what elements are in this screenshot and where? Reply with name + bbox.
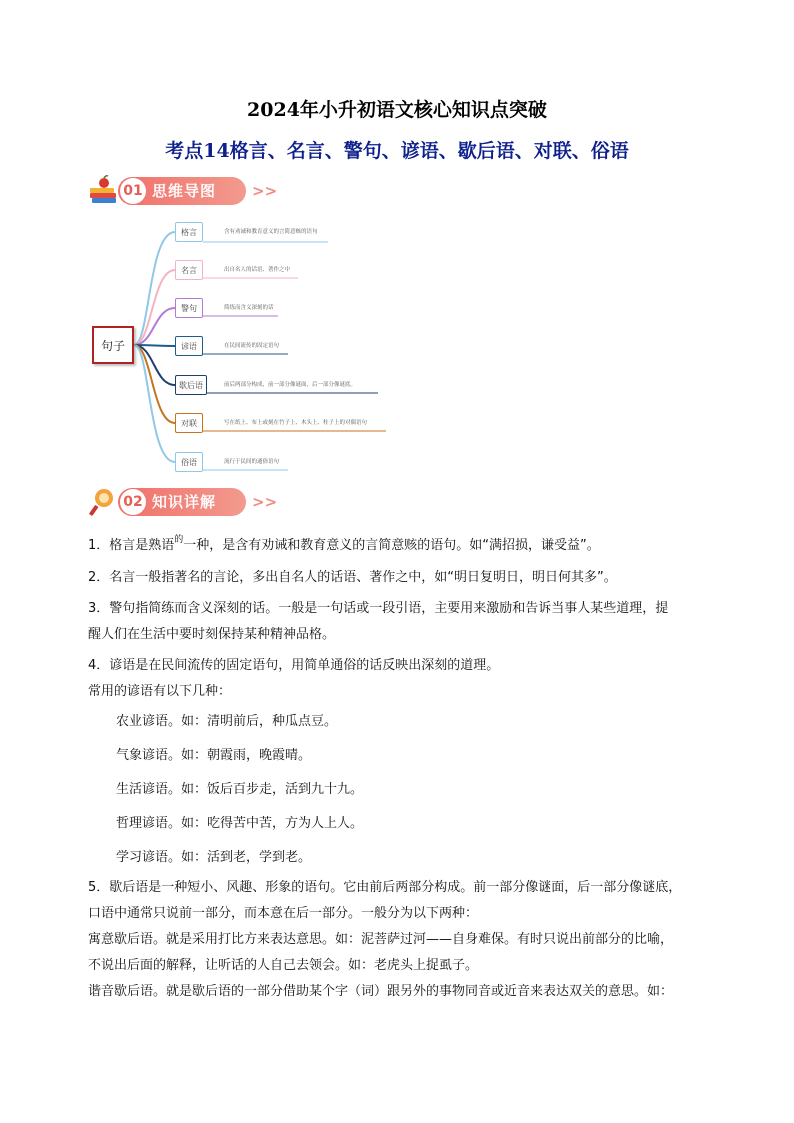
mind-map-node: 歇后语 [175, 375, 207, 395]
section-label: 知识详解 [152, 493, 217, 511]
list-item: 生活谚语。如：饭后百步走，活到九十九。 [116, 782, 364, 797]
section-banner-mindmap [88, 175, 278, 207]
paragraph-6-line-1: 寓意歇后语。就是采用打比方来表达意思。如：泥菩萨过河——自身难保。有时只说出前部分的比喻， [88, 932, 674, 947]
superscript-mark: 的 [174, 535, 184, 545]
paragraph-5-line-2: 口语中通常只说前一部分，而本意在后一部分。一般分为以下两种： [88, 906, 479, 921]
mind-map-desc: 出自名人的话语、著作之中 [224, 267, 291, 273]
paragraph-2: 2．名言一般指著名的言论，多出自名人的话语、著作之中，如“明日复明日，明日何其多”。 [88, 570, 617, 585]
paragraph-4-intro: 常用的谚语有以下几种： [88, 684, 232, 699]
document-subtitle: 考点14格言、名言、警句、谚语、歇后语、对联、俗语 [165, 140, 629, 162]
list-item: 学习谚语。如：活到老，学到老。 [116, 850, 312, 865]
mind-map-node: 名言 [175, 260, 203, 280]
mind-map-desc: 简练而含义深刻的话 [224, 305, 274, 311]
mind-map-desc: 含有劝诫和教育意义的言简意赅的语句 [224, 229, 318, 235]
mind-map-desc: 写在纸上、布上或刻在竹子上、木头上、柱子上的对偶语句 [224, 420, 368, 426]
section-banner-details [88, 486, 278, 518]
mind-map-node: 警句 [175, 298, 203, 318]
mind-map-node: 俗语 [175, 452, 203, 472]
list-item: 农业谚语。如：清明前后，种瓜点豆。 [116, 714, 338, 729]
mind-map-desc: 流行于民间的通俗语句 [224, 459, 280, 465]
paragraph-5-line-1: 5．歇后语是一种短小、风趣、形象的语句。它由前后两部分构成。前一部分像谜面，后一部分像谜底， [88, 880, 682, 895]
list-item: 气象谚语。如：朝霞雨，晚霞晴。 [116, 748, 312, 763]
mind-map-desc: 在民间流传的固定语句 [224, 343, 280, 349]
mind-map-node: 格言 [175, 222, 203, 242]
books-apple-icon [88, 175, 122, 207]
paragraph-3-line-2: 醒人们在生活中要时刻保持某种精神品格。 [88, 627, 336, 642]
section-label: 思维导图 [152, 182, 217, 200]
paragraph-3-line-1: 3．警句指简练而含义深刻的话。一般是一句话或一段引语，主要用来激励和告诉当事人某些道理，提 [88, 601, 669, 616]
chevron-right-icon: >> [252, 182, 278, 200]
paragraph-text: 一种，是含有劝诫和教育意义的言简意赅的语句。如“满招损，谦受益”。 [183, 538, 600, 553]
paragraph-1 [88, 533, 714, 560]
knowledge-details [88, 533, 714, 1005]
list-item: 哲理谚语。如：吃得苦中苦，方为人上人。 [116, 816, 364, 831]
magnifier-icon [88, 486, 122, 518]
mind-map [88, 212, 398, 482]
paragraph-text: 1．格言是熟语 [88, 538, 175, 553]
mind-map-desc: 前后两部分构成，前一部分像谜面，后一部分像谜底。 [224, 382, 357, 388]
mind-map-root: 句子 [92, 326, 134, 364]
mind-map-node: 谚语 [175, 336, 203, 356]
paragraph-7: 谐音歇后语。就是歇后语的一部分借助某个字（词）跟另外的事物同音或近音来表达双关的意思。如： [88, 984, 674, 999]
section-number: 01 [120, 178, 146, 204]
mind-map-node: 对联 [175, 413, 203, 433]
chevron-right-icon: >> [252, 493, 278, 511]
paragraph-6-line-2: 不说出后面的解释，让听话的人自己去领会。如：老虎头上捉虱子。 [88, 958, 479, 973]
paragraph-4: 4．谚语是在民间流传的固定语句，用简单通俗的话反映出深刻的道理。 [88, 658, 500, 673]
document-title: 2024年小升初语文核心知识点突破 [247, 99, 547, 121]
section-number: 02 [120, 489, 146, 515]
